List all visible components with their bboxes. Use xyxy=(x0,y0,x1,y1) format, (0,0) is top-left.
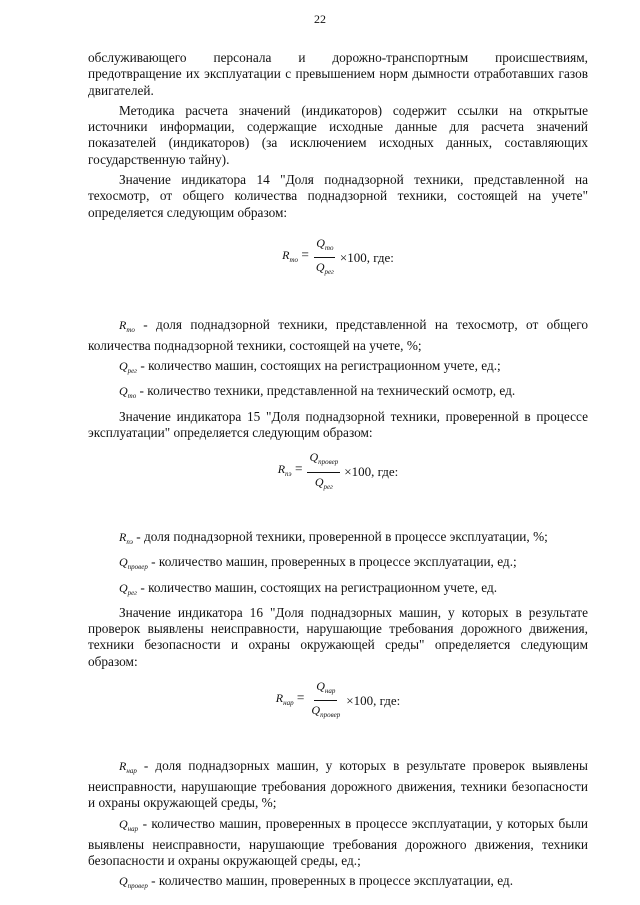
indicator-15-intro: Значение индикатора 15 "Доля поднадзорной техники, проверенной в процессе эксплуатации" определяется следующим образом: xyxy=(88,408,588,441)
def-symbol-sub: то xyxy=(127,392,137,401)
def-text: - доля поднадзорной техники, проверенной в процессе эксплуатации, %; xyxy=(132,528,548,544)
definition-row xyxy=(88,529,588,550)
formula-denominator: Q xyxy=(314,474,324,489)
indicator-16-intro: Значение индикатора 16 "Доля поднадзорных машин, у которых в результате проверок выявлены неисправности, нарушающие требования дорожного движения, техники безопасности и охраны окружающей среды" определяется следующим образом: xyxy=(88,604,588,669)
def-text: - доля поднадзорных машин, у которых в результате проверок выявлены неисправности, нарушающие требования дорожного движения, техники безопасности и охраны окружающей среды, %; xyxy=(88,757,588,811)
document-body xyxy=(88,50,588,899)
formula-multiplier: ×100, где: xyxy=(339,249,394,265)
formula-denominator-sub: рег xyxy=(323,482,333,491)
formula-denominator: Q xyxy=(311,703,321,718)
def-symbol: Q xyxy=(119,384,128,399)
def-symbol: R xyxy=(119,317,127,332)
def-text: - количество машин, проверенных в процессе эксплуатации, ед.; xyxy=(147,554,517,570)
definition-row xyxy=(88,816,588,870)
definition-row xyxy=(88,554,588,575)
def-symbol-sub: то xyxy=(126,325,135,334)
definition-row xyxy=(88,580,588,601)
formula-numerator-sub: провер xyxy=(318,458,339,467)
def-text: - количество машин, состоящих на регистрационном учете, ед. xyxy=(137,579,498,595)
paragraph-methodology: Методика расчета значений (индикаторов) содержит ссылки на открытые источники информации, содержащие исходные данные для расчета значений показателей (индикаторов) (за исключением исходных данных, составляющих государственную тайну). xyxy=(88,102,588,167)
formula-denominator-sub: рег xyxy=(324,268,334,277)
formula-indicator-15: $R_{пэ}$ = $\frac{Q_{провер}}{Q_{рег}}$ ×100, где: xyxy=(88,449,588,495)
definition-row xyxy=(88,758,588,812)
indicator-14-intro: Значение индикатора 14 "Доля поднадзорной техники, представленной на техосмотр, от общего количества поднадзорной техники, состоящей на учете" определяется следующим образом: xyxy=(88,172,588,220)
formula-lhs-sub: пэ xyxy=(285,470,292,479)
def-symbol-sub: рег xyxy=(127,588,138,597)
def-text: - количество машин, состоящих на регистрационном учете, ед.; xyxy=(137,358,501,374)
formula-fraction xyxy=(307,449,340,495)
def-text: - количество машин, проверенных в процессе эксплуатации, ед. xyxy=(147,873,514,889)
def-symbol-sub: рег xyxy=(127,367,138,376)
formula-numerator: Q xyxy=(316,235,325,250)
formula-multiplier: ×100, где: xyxy=(346,692,401,708)
formula-fraction xyxy=(309,678,342,724)
def-text: - доля поднадзорной техники, представленной на техосмотр, от общего количества поднадзорной техники, состоящей на учете, %; xyxy=(88,316,588,353)
def-symbol: R xyxy=(119,758,127,773)
def-text: - количество техники, представленной на технический осмотр, ед. xyxy=(136,383,516,399)
formula-indicator-14: $R_{то}$ = $\frac{Q_{то}}{Q_{рег}}$ ×100, где: xyxy=(88,235,588,281)
formula-denominator: Q xyxy=(315,260,325,275)
formula-numerator-sub: нар xyxy=(324,687,336,696)
def-symbol: Q xyxy=(119,874,128,889)
formula-lhs: R xyxy=(277,462,286,477)
def-symbol-sub: пэ xyxy=(126,537,133,546)
def-symbol: Q xyxy=(119,359,128,374)
formula-denominator-sub: провер xyxy=(320,711,341,720)
def-symbol: Q xyxy=(119,580,128,595)
formula-lhs-sub: нар xyxy=(283,699,294,708)
definition-row xyxy=(88,383,588,404)
definition-row xyxy=(88,317,588,355)
def-text: - количество машин, проверенных в процессе эксплуатации, у которых были выявлены неисправности, нарушающие требования дорожного движения, техники безопасности и охраны окружающей среды, ед.; xyxy=(88,815,588,869)
def-symbol-sub: нар xyxy=(127,824,139,833)
formula-numerator: Q xyxy=(316,679,325,694)
def-symbol-sub: провер xyxy=(127,563,148,572)
definition-row xyxy=(88,873,588,894)
paragraph-continuation: обслуживающего персонала и дорожно-транспортным происшествиям, предотвращение их эксплуатации с превышением норм дымности отработавших газов двигателей. xyxy=(88,50,588,98)
page-number: 22 xyxy=(314,12,326,26)
def-symbol: Q xyxy=(119,816,128,831)
formula-lhs: R xyxy=(275,691,284,706)
def-symbol: Q xyxy=(119,555,128,570)
definition-row xyxy=(88,358,588,379)
formula-indicator-16: $R_{нар}$ = $\frac{Q_{нар}}{Q_{провер}}$ ×100, где: xyxy=(88,678,588,724)
formula-fraction xyxy=(314,235,336,281)
def-symbol-sub: провер xyxy=(127,882,148,891)
formula-multiplier: ×100, где: xyxy=(344,463,399,479)
def-symbol-sub: нар xyxy=(126,766,137,775)
formula-lhs-sub: то xyxy=(289,256,299,265)
formula-numerator: Q xyxy=(309,450,319,465)
formula-lhs: R xyxy=(282,248,290,263)
def-symbol: R xyxy=(119,529,127,544)
formula-numerator-sub: то xyxy=(324,243,334,252)
